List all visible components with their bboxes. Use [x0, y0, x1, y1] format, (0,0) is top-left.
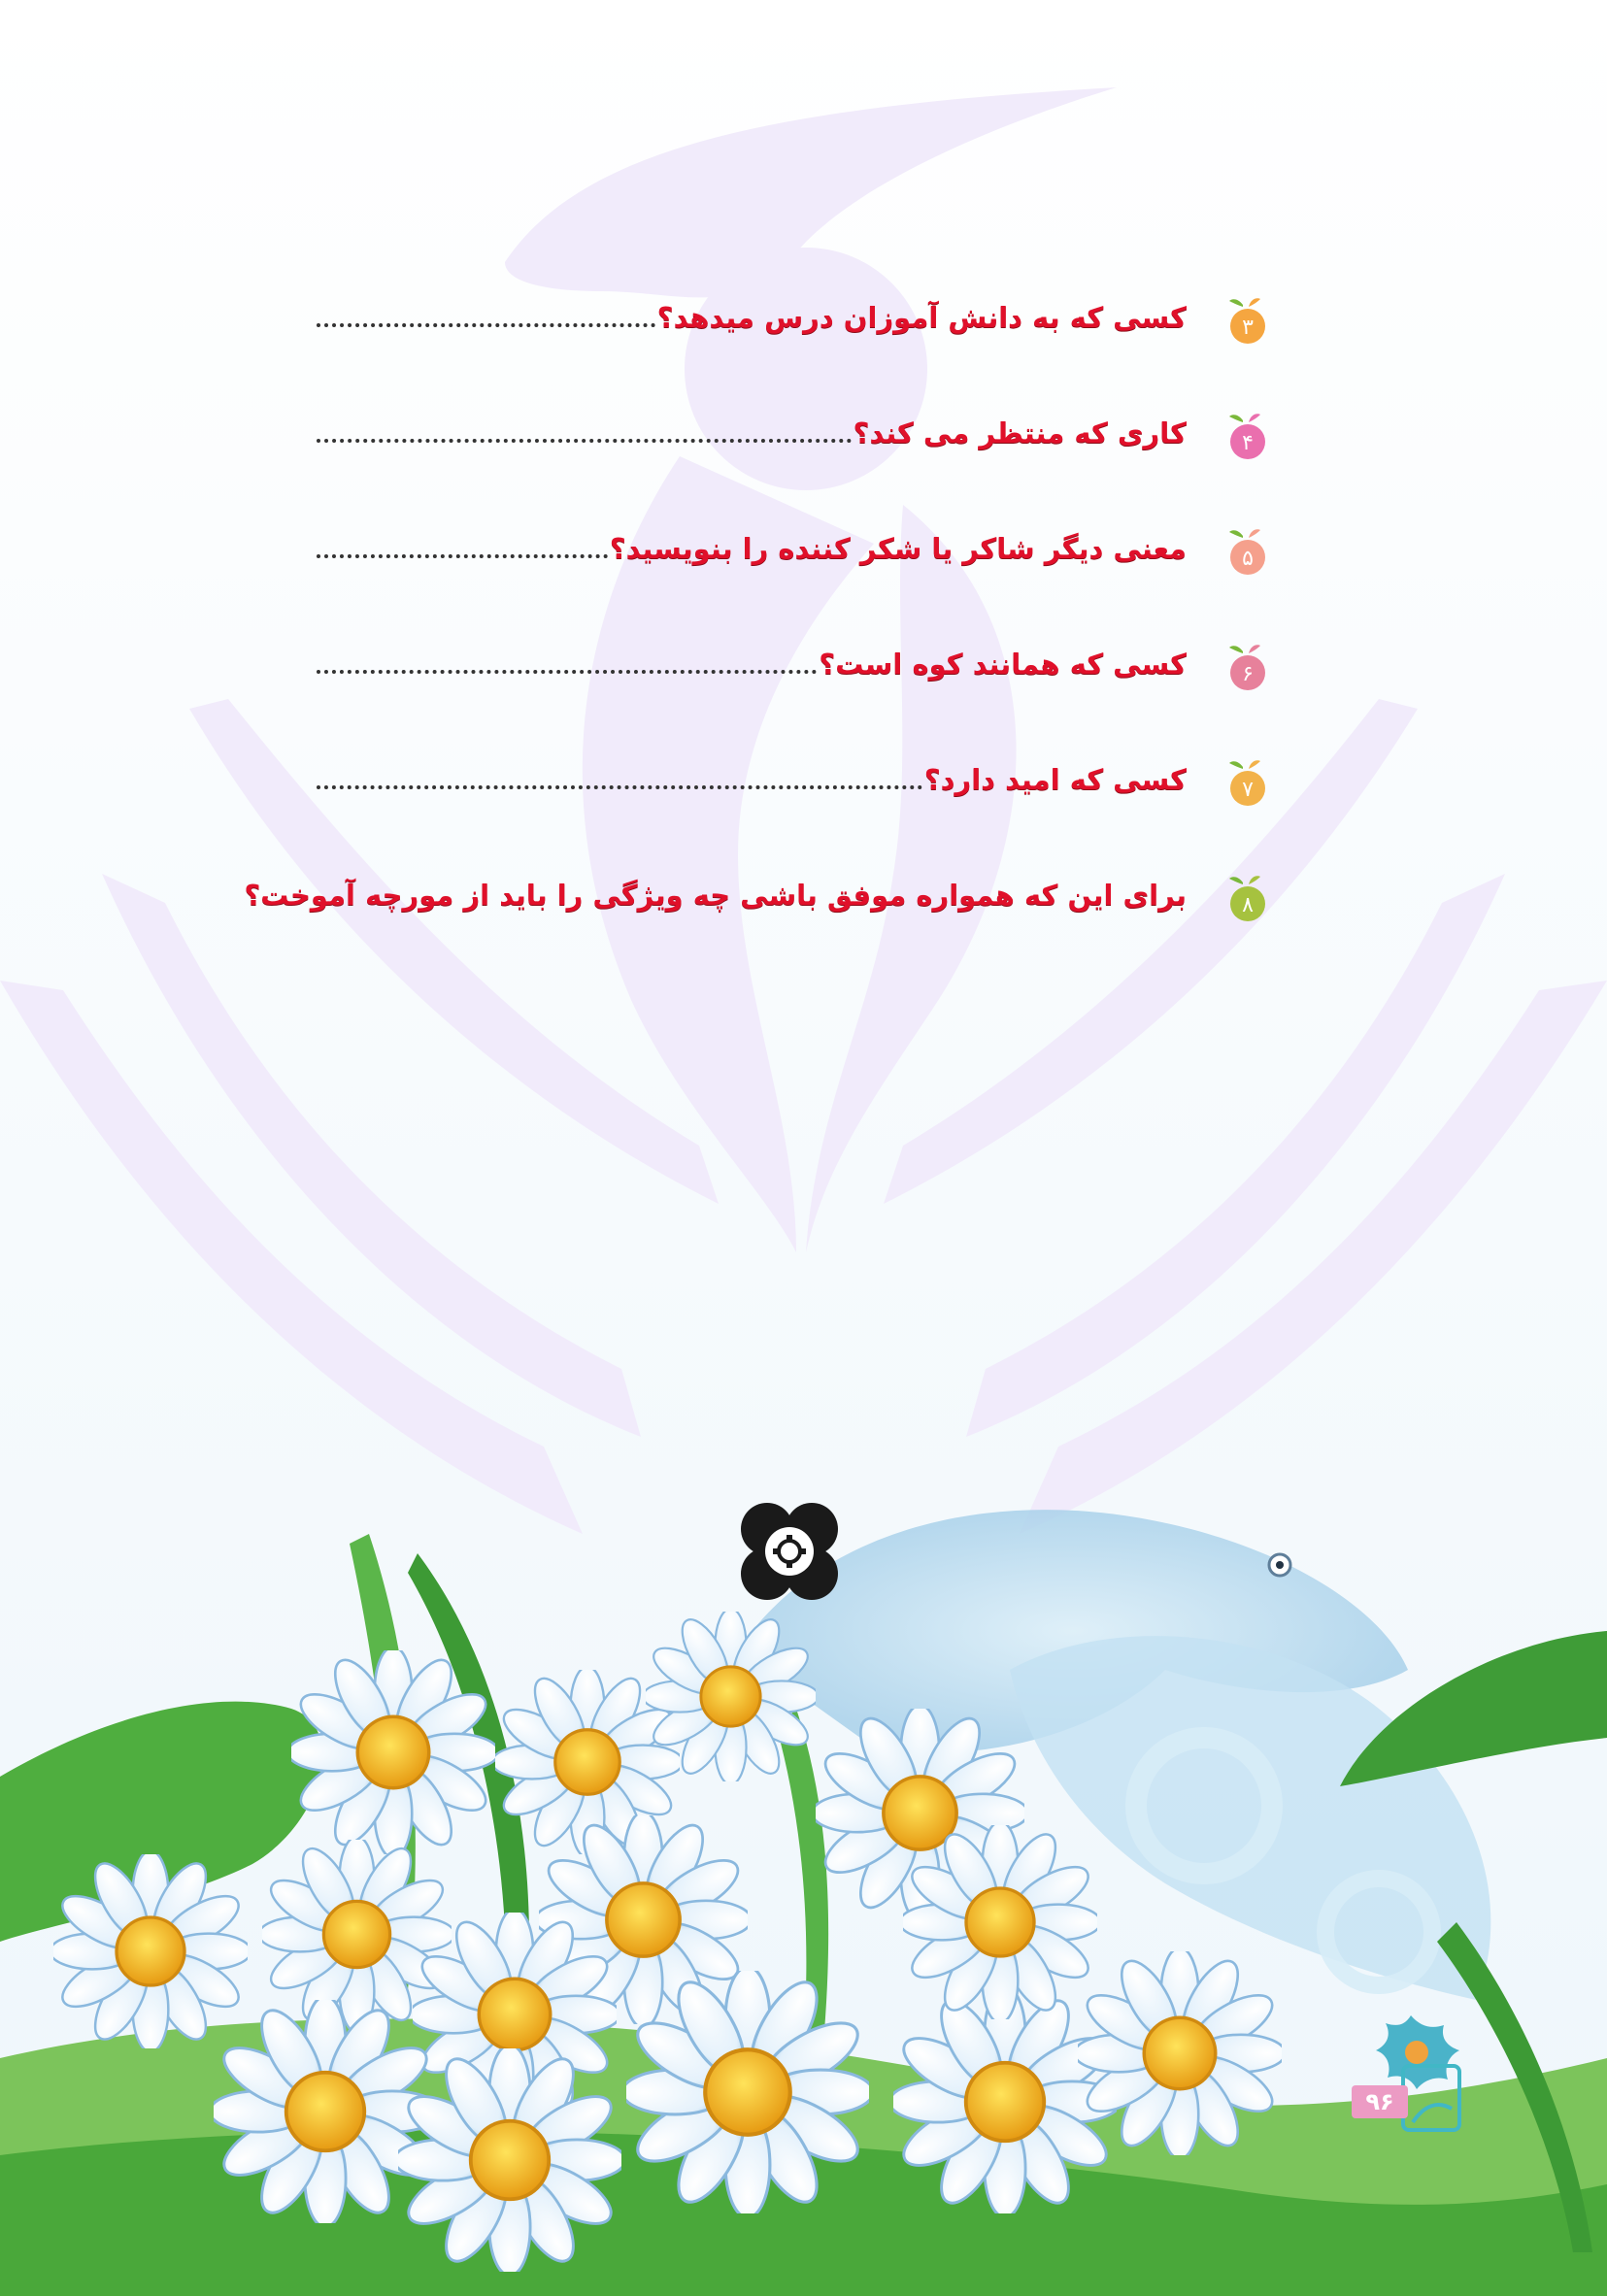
question-row: [311, 522, 1262, 581]
question-number: ۴: [1242, 431, 1254, 455]
question-row: [244, 869, 1262, 927]
question-text: کسی که همانند کوه است؟: [819, 648, 1187, 681]
question-line: [244, 879, 1187, 912]
question-row: [311, 407, 1262, 465]
question-line: [317, 763, 1187, 796]
answer-blank[interactable]: [317, 669, 817, 674]
question-number-badge: [1225, 295, 1270, 346]
question-number: ۵: [1242, 547, 1254, 571]
question-number: ۳: [1242, 316, 1254, 340]
question-line: [317, 301, 1187, 334]
question-number: ۷: [1242, 778, 1254, 802]
question-text: کسی که امید دارد؟: [923, 763, 1187, 796]
answer-blank[interactable]: [317, 784, 922, 789]
answer-blank[interactable]: [317, 553, 608, 558]
question-number-badge: [1225, 873, 1270, 923]
answer-blank[interactable]: [317, 322, 655, 327]
question-line: [317, 648, 1187, 681]
question-number: ۶: [1242, 662, 1254, 686]
question-text: کاری که منتظر می کند؟: [853, 416, 1187, 449]
question-line: [317, 416, 1187, 449]
question-row: [311, 638, 1262, 696]
question-number-badge: [1225, 757, 1270, 808]
question-number-badge: [1225, 642, 1270, 692]
question-text: برای این که همواره موفق باشی چه ویژگی را باید از مورچه آموخت؟: [244, 879, 1187, 912]
question-number-badge: [1225, 411, 1270, 461]
question-number-badge: [1225, 526, 1270, 577]
question-row: [311, 753, 1262, 812]
question-text: کسی که به دانش آموزان درس میدهد؟: [656, 301, 1187, 334]
question-row: [311, 291, 1262, 349]
page-number: ۹۶: [1352, 2085, 1408, 2118]
camera-shutter-icon[interactable]: [738, 1500, 841, 1603]
question-number: ۸: [1242, 893, 1254, 917]
question-line: [317, 532, 1187, 565]
question-text: معنی دیگر شاکر یا شکر کننده را بنویسید؟: [609, 532, 1187, 565]
answer-blank[interactable]: [317, 438, 852, 443]
